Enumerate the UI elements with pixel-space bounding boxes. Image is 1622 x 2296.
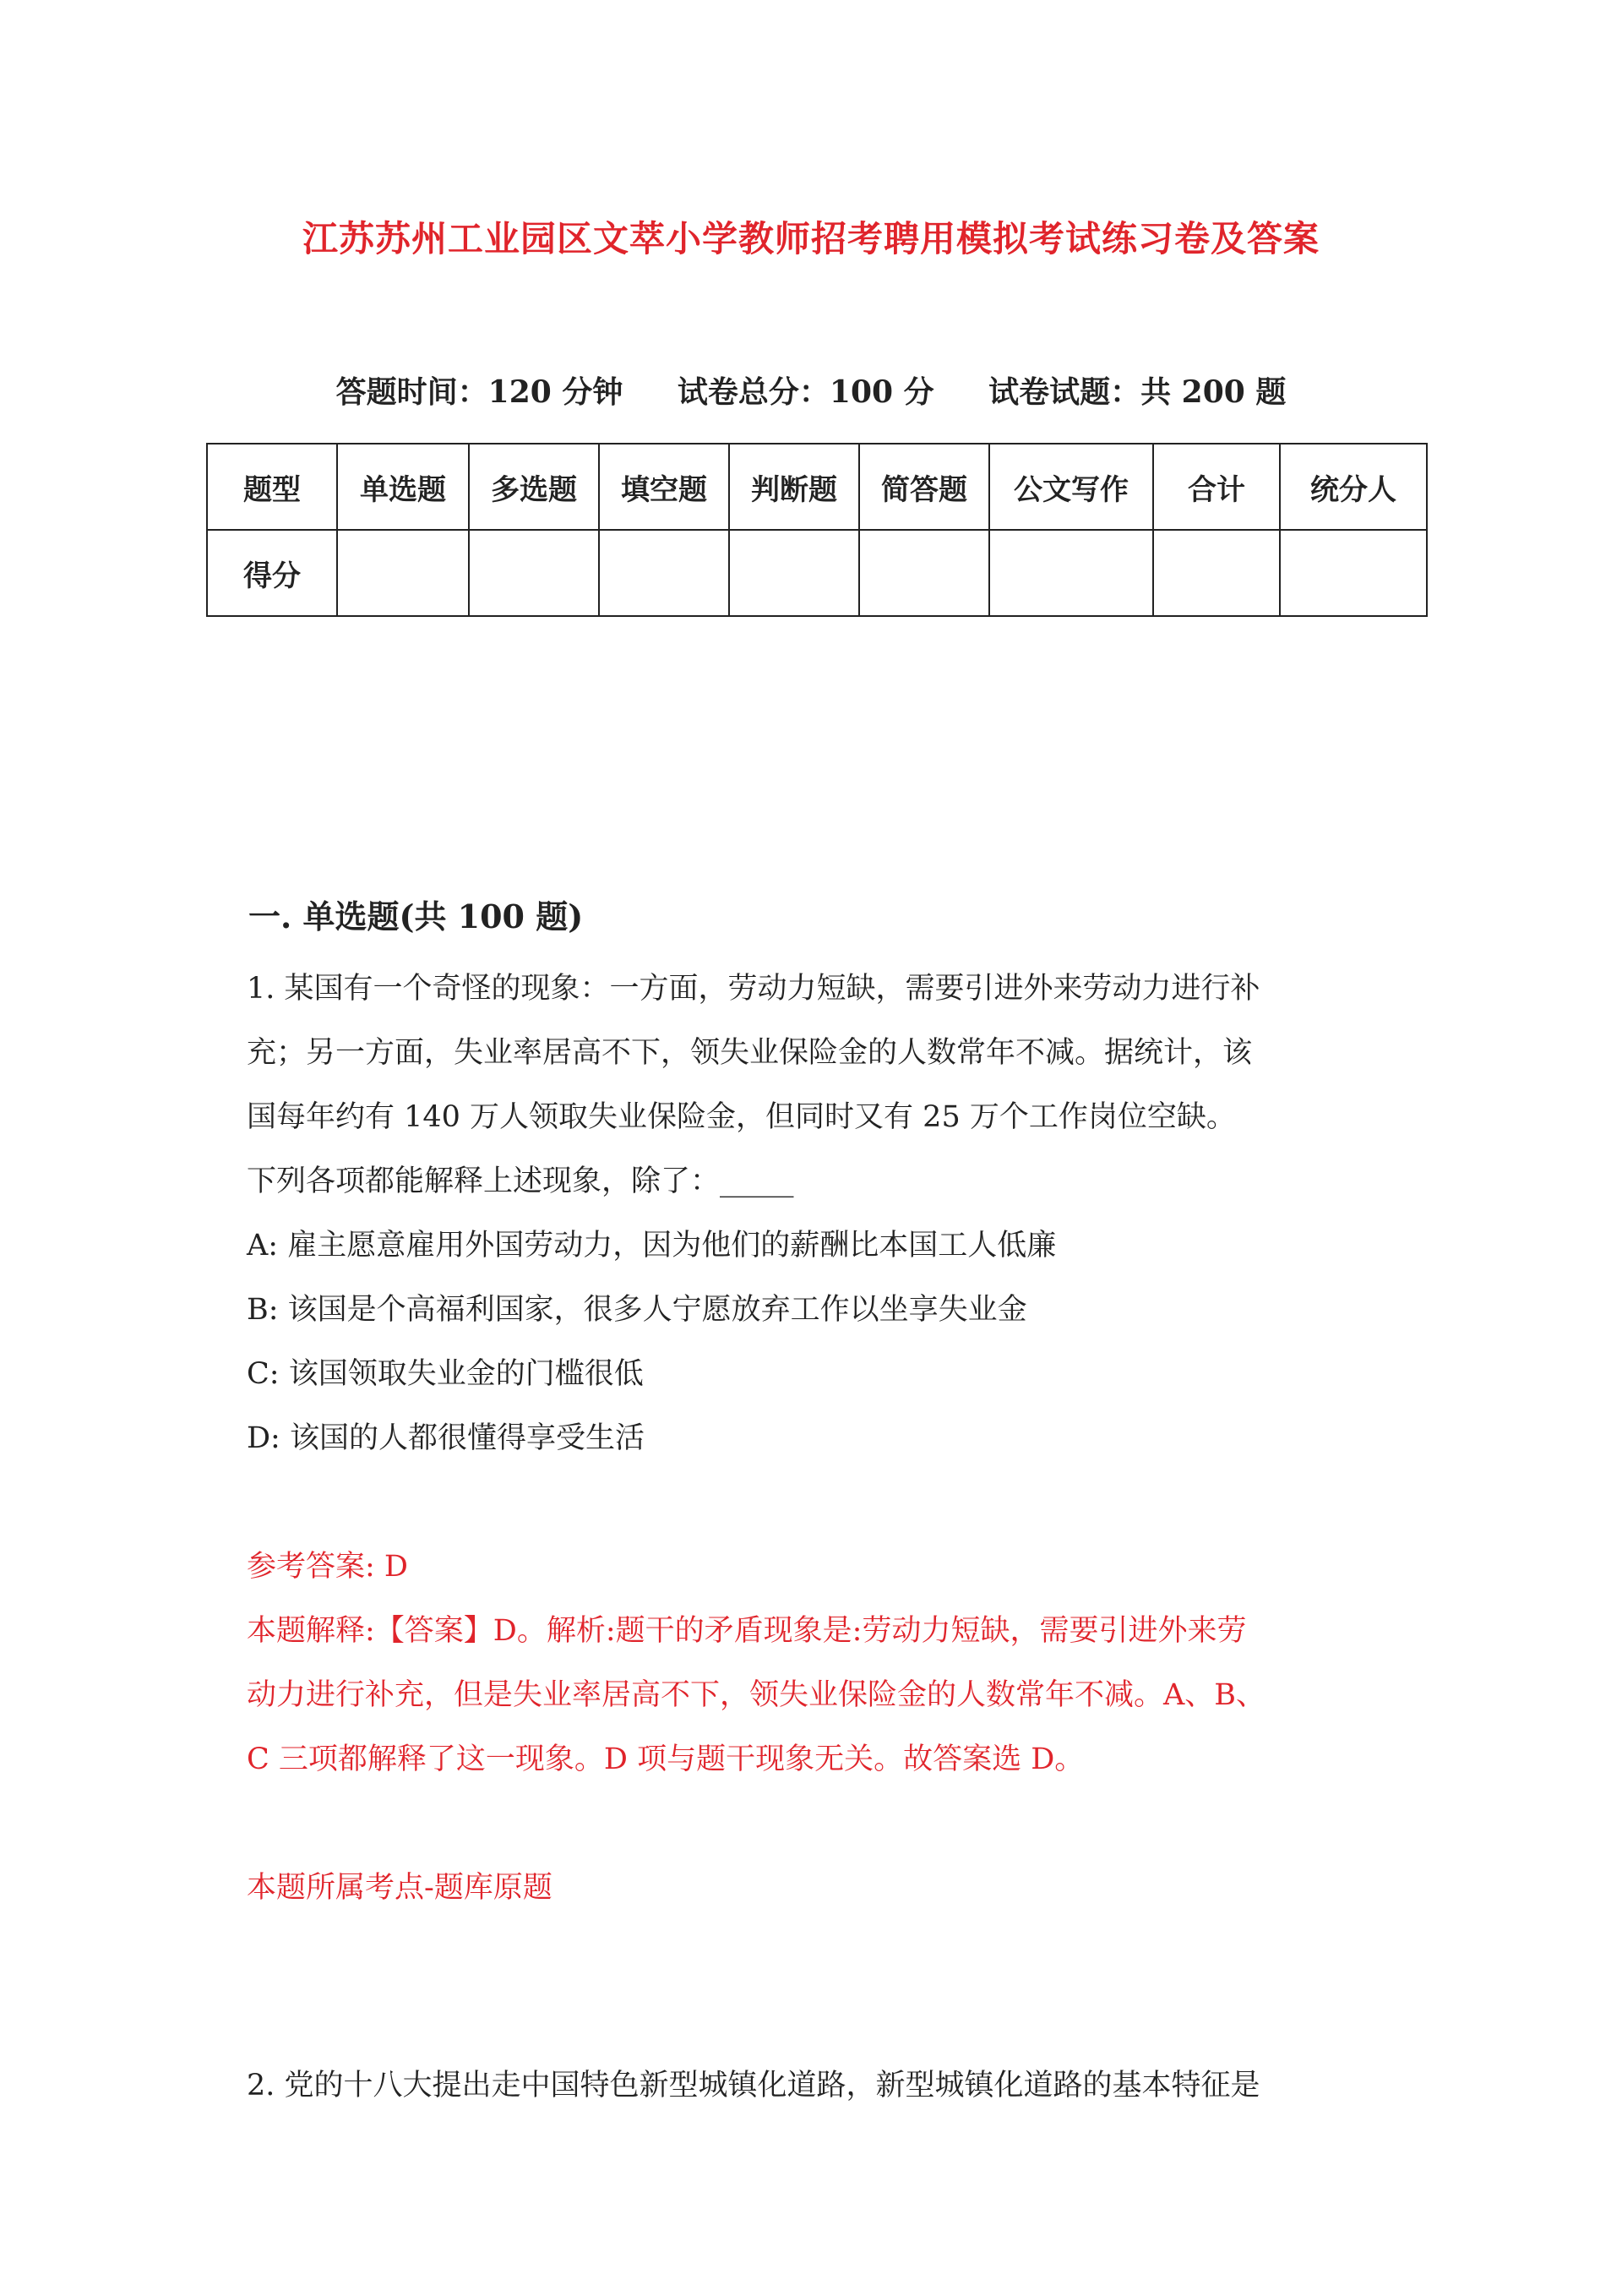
header-cell: 题型	[207, 444, 337, 530]
score-table-score-row	[207, 530, 1427, 616]
score-table	[206, 443, 1428, 617]
section-heading: 一. 单选题(共 100 题)	[248, 897, 584, 935]
row-label-cell: 得分	[207, 530, 337, 616]
score-cell	[337, 530, 469, 616]
exam-time: 答题时间：120 分钟	[335, 374, 623, 410]
score-cell	[469, 530, 599, 616]
option-d: D: 该国的人都很懂得享受生活	[247, 1421, 645, 1455]
question-1-stem	[247, 957, 1379, 1213]
header-cell: 统分人	[1280, 444, 1427, 530]
header-cell: 单选题	[337, 444, 469, 530]
explanation-line: 动力进行补充，但是失业率居高不下，领失业保险金的人数常年不减。A、B、	[247, 1678, 1265, 1712]
score-cell	[859, 530, 989, 616]
score-table-header-row	[207, 444, 1427, 530]
exam-question-count: 试卷试题：共 200 题	[988, 374, 1287, 410]
exam-total-score: 试卷总分：100 分	[677, 374, 934, 410]
question-1-options	[247, 1213, 1379, 1470]
header-cell: 填空题	[599, 444, 729, 530]
explanation-line: C 三项都解释了这一现象。D 项与题干现象无关。故答案选 D。	[247, 1742, 1085, 1776]
question-line: 2. 党的十八大提出走中国特色新型城镇化道路，新型城镇化道路的基本特征是	[247, 2069, 1260, 2102]
question-1-answer-block	[247, 1535, 1379, 1792]
header-cell: 简答题	[859, 444, 989, 530]
reference-answer: 参考答案: D	[247, 1550, 408, 1584]
header-cell: 合计	[1153, 444, 1280, 530]
option-c: C: 该国领取失业金的门槛很低	[247, 1357, 644, 1391]
score-cell	[599, 530, 729, 616]
option-b: B: 该国是个高福利国家，很多人宁愿放弃工作以坐享失业金	[247, 1293, 1027, 1327]
header-cell: 判断题	[729, 444, 859, 530]
score-cell	[1153, 530, 1280, 616]
score-cell	[1280, 530, 1427, 616]
header-cell: 多选题	[469, 444, 599, 530]
question-line: 1. 某国有一个奇怪的现象：一方面，劳动力短缺，需要引进外来劳动力进行补	[247, 972, 1260, 1006]
option-a: A: 雇主愿意雇用外国劳动力，因为他们的薪酬比本国工人低廉	[247, 1229, 1057, 1263]
question-line: 国每年约有 140 万人领取失业保险金，但同时又有 25 万个工作岗位空缺。	[247, 1100, 1236, 1134]
question-2-stem	[247, 2053, 1379, 2118]
document-title: 江苏苏州工业园区文萃小学教师招考聘用模拟考试练习卷及答案	[302, 218, 1320, 259]
header-cell: 公文写作	[989, 444, 1153, 530]
question-1-topic: 本题所属考点-题库原题	[247, 1871, 552, 1905]
question-line: 下列各项都能解释上述现象，除了：_____	[247, 1164, 794, 1198]
question-line: 充；另一方面，失业率居高不下，领失业保险金的人数常年不减。据统计，该	[247, 1036, 1253, 1070]
score-cell	[989, 530, 1153, 616]
exam-meta	[0, 368, 1622, 412]
score-cell	[729, 530, 859, 616]
explanation-line: 本题解释:【答案】D。解析:题干的矛盾现象是:劳动力短缺，需要引进外来劳	[247, 1614, 1247, 1648]
